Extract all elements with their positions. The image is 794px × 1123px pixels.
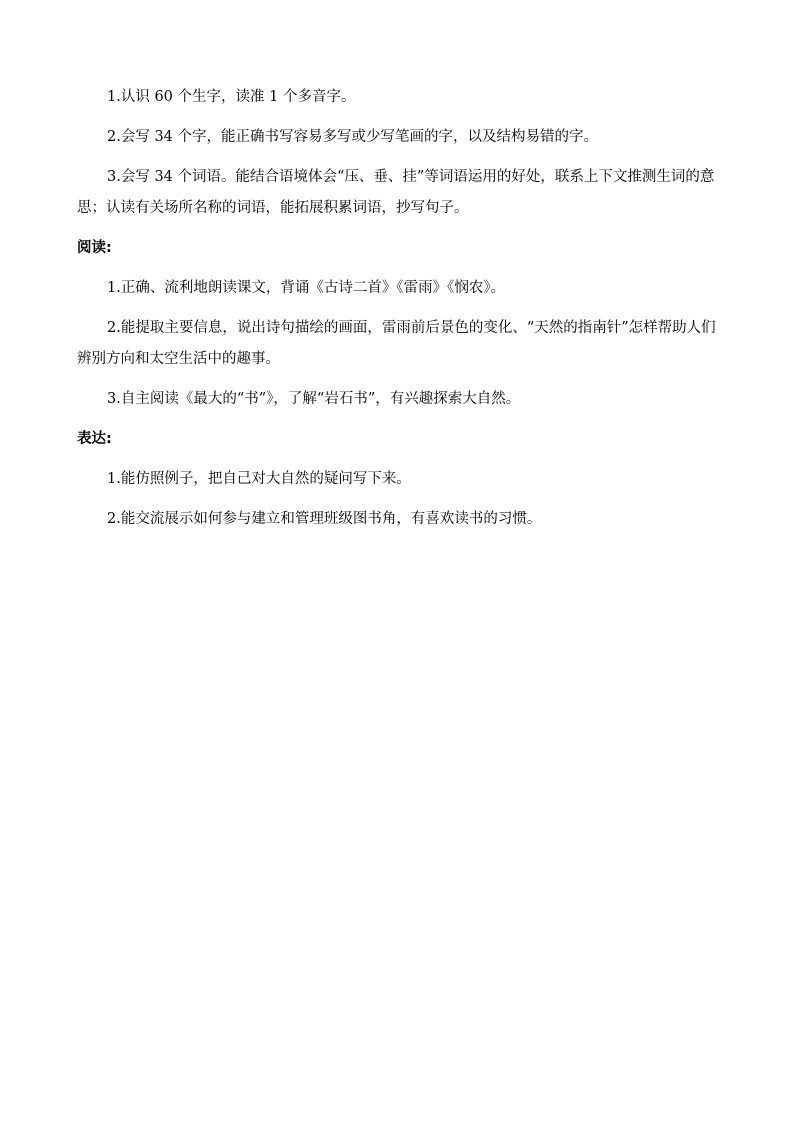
objective-item: 3.会写 34 个词语。能结合语境体会“压、垂、挂”等词语运用的好处，联系上下文推测生词的意思；认读有关场所名称的词语，能拓展积累词语，抄写句子。 <box>77 169 715 216</box>
objective-item: 2.能提取主要信息，说出诗句描绘的画面，雷雨前后景色的变化、“天然的指南针”怎样帮助人们辨别方向和太空生活中的趣事。 <box>77 320 716 367</box>
objective-item: 3.自主阅读《最大的“书”》，了解“岩石书”，有兴趣探索大自然。 <box>107 391 521 407</box>
section-heading-expression: 表达: <box>77 431 112 447</box>
objective-item: 1.正确、流利地朗读课文，背诵《古诗二首》《雷雨》《悯农》。 <box>107 280 506 296</box>
objective-item: 1.能仿照例子，把自己对大自然的疑问写下来。 <box>107 471 411 487</box>
objective-item: 2.能交流展示如何参与建立和管理班级图书角，有喜欢读书的习惯。 <box>107 511 542 527</box>
objective-item: 2.会写 34 个字，能正确书写容易多写或少写笔画的字，以及结构易错的字。 <box>107 129 599 145</box>
section-heading-reading: 阅读: <box>77 240 112 256</box>
objective-item: 1.认识 60 个生字，读准 1 个多音字。 <box>107 89 356 105</box>
